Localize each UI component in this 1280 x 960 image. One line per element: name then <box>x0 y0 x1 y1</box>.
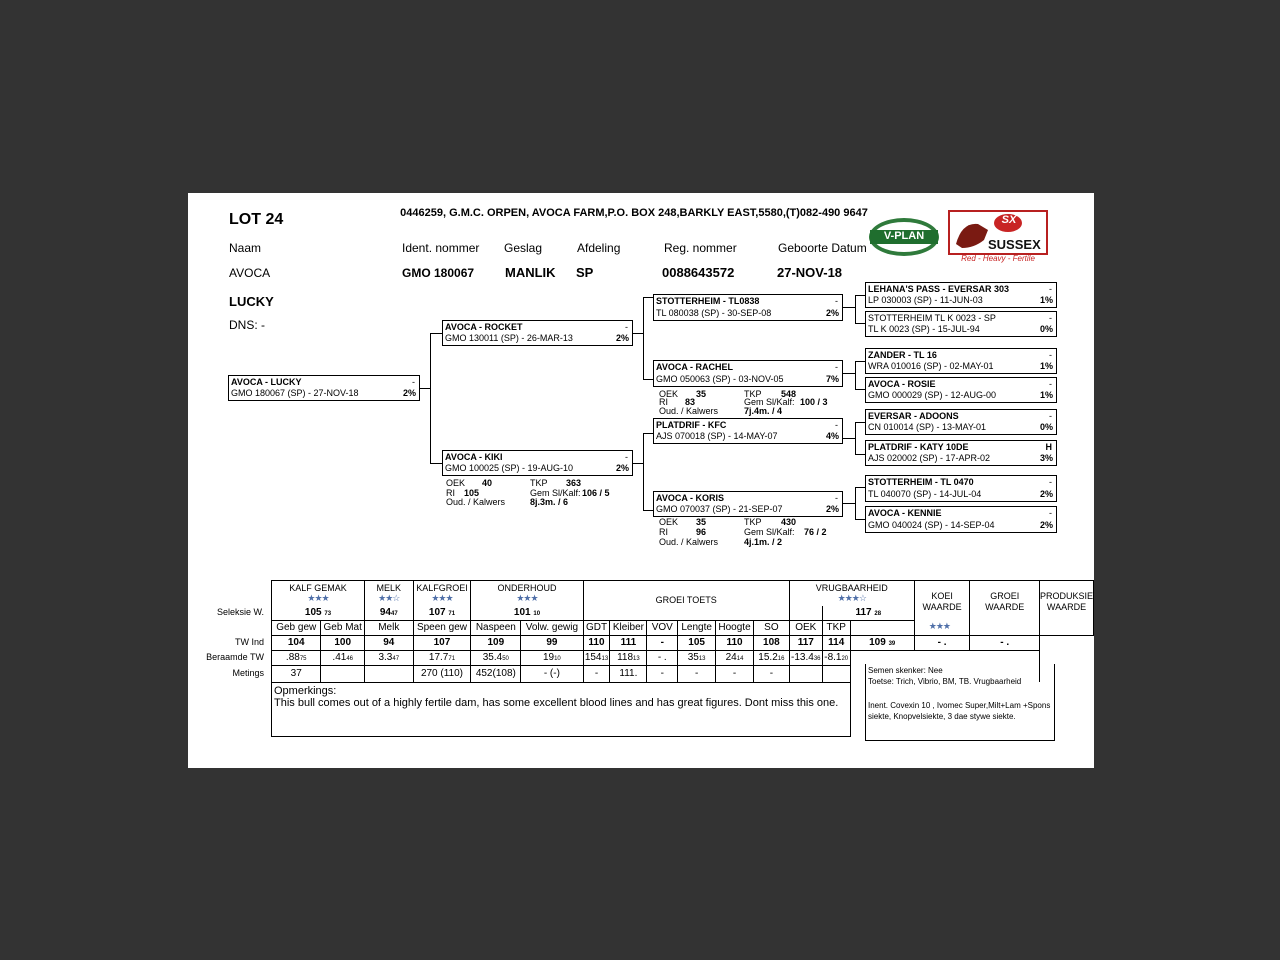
metings-value: 452(108) <box>471 665 521 682</box>
metings-value: - <box>583 665 610 682</box>
header-naam: Naam <box>229 241 262 255</box>
v-plan-text: V-PLAN <box>883 230 925 242</box>
header-ident: Ident. nommer <box>402 241 480 255</box>
pedigree-pct: 2% <box>615 333 629 343</box>
stat-label: TKP <box>744 517 762 527</box>
pedigree-name: ZANDER - TL 16 <box>868 350 937 360</box>
column-header: Hoogte <box>716 620 754 635</box>
ber-sub: 16 <box>777 656 785 662</box>
sel-value: 101 <box>513 607 531 618</box>
beraamde-value <box>789 650 822 665</box>
animal-geboorte: 27-NOV-18 <box>777 265 843 280</box>
ber-value: 15.2 <box>758 652 778 663</box>
pedigree-line: GMO 130011 (SP) - 26-MAR-13 <box>445 333 573 343</box>
pedigree-mark: - <box>1049 411 1052 421</box>
metings-value <box>789 665 822 682</box>
sel-vrug <box>822 606 914 621</box>
sussex-tagline: Red - Heavy - Fertile <box>961 254 1035 263</box>
header-reg: Reg. nommer <box>664 241 737 255</box>
ber-value: 35 <box>687 652 699 663</box>
pedigree-gg7 <box>865 475 1057 502</box>
line <box>855 295 865 296</box>
ber-sub: 47 <box>392 656 400 662</box>
group-label: KALFGROEI <box>416 582 468 593</box>
stat-value: 96 <box>696 527 707 537</box>
ber-sub: 75 <box>299 656 307 662</box>
column-header: OEK <box>789 620 822 635</box>
line <box>430 463 442 464</box>
group-groei-waarde: GROEI WAARDE <box>970 581 1040 636</box>
sel-sub: 71 <box>448 611 456 617</box>
pedigree-name: EVERSAR - ADOONS <box>868 411 959 421</box>
row-label-beraamde: Beraamde TW <box>206 652 264 662</box>
stat-label: Gem Sl/Kalf: <box>744 527 795 537</box>
sel-melk <box>365 606 414 621</box>
ber-sub: 71 <box>448 656 456 662</box>
tw-value: - <box>647 635 678 650</box>
beraamde-value <box>471 650 521 665</box>
row-label-metings: Metings <box>232 668 264 678</box>
pedigree-pct: 0% <box>1039 422 1053 432</box>
pedigree-pct: 2% <box>825 308 839 318</box>
column-header: Naspeen <box>471 620 521 635</box>
ber-sub: 36 <box>813 656 821 662</box>
line <box>855 454 865 455</box>
pedigree-mark: - <box>412 377 415 387</box>
beraamde-value <box>678 650 716 665</box>
pedigree-line: TL 080038 (SP) - 30-SEP-08 <box>656 308 772 318</box>
line <box>633 463 643 464</box>
line <box>855 361 856 389</box>
group-koei-waarde <box>914 581 970 636</box>
column-header: SO <box>753 620 789 635</box>
metings-value: - <box>716 665 754 682</box>
stat-value: 548 <box>781 389 797 399</box>
stat-value: 363 <box>566 478 582 488</box>
sel-value: 94 <box>379 607 391 618</box>
sel-value: 117 <box>855 607 872 618</box>
ber-sub: 13 <box>601 656 609 662</box>
beraamde-value <box>822 650 850 665</box>
pedigree-sire-dam <box>653 360 843 387</box>
tw-value: 111 <box>610 635 647 650</box>
ber-value: -13.4 <box>791 652 814 663</box>
line <box>843 438 855 439</box>
star-rating-icon: ★★☆ <box>378 592 400 603</box>
pedigree-pct: 1% <box>1039 295 1053 305</box>
tw-value: 114 <box>822 635 850 650</box>
column-header: TKP <box>822 620 850 635</box>
stat-value: 100 / 3 <box>800 397 828 407</box>
tw-value: 104 <box>272 635 321 650</box>
column-header: Geb gew <box>272 620 321 635</box>
pedigree-line: GMO 070037 (SP) - 21-SEP-07 <box>656 504 783 514</box>
pedigree-pct: 2% <box>1039 520 1053 530</box>
pedigree-mark: - <box>1049 284 1052 294</box>
ber-value: -8.1 <box>824 652 842 663</box>
stat-label: Oud. / Kalwers <box>446 497 506 507</box>
group-label: ONDERHOUD <box>497 582 557 593</box>
ber-sub: 14 <box>736 656 744 662</box>
stat-value: 35 <box>696 389 707 399</box>
pedigree-line: GMO 050063 (SP) - 03-NOV-05 <box>656 374 784 384</box>
lot-number: LOT 24 <box>229 211 284 228</box>
line <box>430 333 431 463</box>
beraamde-value <box>272 650 321 665</box>
pedigree-name: AVOCA - KENNIE <box>868 508 942 518</box>
pedigree-name: AVOCA - KIKI <box>445 452 503 462</box>
stat-label: RI <box>659 397 668 407</box>
group-label: KALF GEMAK <box>289 582 347 593</box>
pedigree-sire-sire <box>653 294 843 321</box>
ber-sub: 10 <box>554 656 561 662</box>
pedigree-name: STOTTERHEIM - TL 0470 <box>868 477 974 487</box>
koei-tw <box>850 635 914 650</box>
pedigree-mark: - <box>1049 508 1052 518</box>
koei-tw-sub: 39 <box>888 641 896 647</box>
pedigree-mark: H <box>1045 442 1052 452</box>
line <box>855 295 856 323</box>
pedigree-sire <box>442 320 633 346</box>
beraamde-value <box>321 650 365 665</box>
sel-value: 105 <box>304 607 322 618</box>
pedigree-mark: - <box>835 296 838 306</box>
stat-value: 105 <box>464 488 480 498</box>
semen-note: Semen skenker: Nee <box>868 666 943 675</box>
column-header: Lengte <box>678 620 716 635</box>
pedigree-pct: 4% <box>825 431 839 441</box>
pedigree-gg2 <box>865 311 1057 337</box>
metings-value <box>321 665 365 682</box>
sel-kalf <box>272 606 365 621</box>
line <box>643 433 644 510</box>
column-header: VOV <box>647 620 678 635</box>
sel-sub: 28 <box>874 611 882 617</box>
pedigree-line: TL 040070 (SP) - 14-JUL-04 <box>868 489 982 499</box>
stat-value: 430 <box>781 517 797 527</box>
column-header: Kleiber <box>610 620 647 635</box>
row-label-tw: TW Ind <box>234 637 264 647</box>
tw-value: 117 <box>789 635 822 650</box>
star-rating-icon: ★★★☆ <box>837 592 866 603</box>
sel-kalfgroei <box>413 606 471 621</box>
sussex-wordmark: SUSSEX <box>988 237 1041 252</box>
metings-value: - (-) <box>521 665 583 682</box>
ber-value: .41 <box>332 652 347 663</box>
line <box>420 388 430 389</box>
pedigree-pct: 1% <box>1039 390 1053 400</box>
stat-label: Oud. / Kalwers <box>659 406 719 416</box>
pedigree-gg3 <box>865 348 1057 374</box>
pedigree-gg4 <box>865 377 1057 403</box>
tw-value: 110 <box>716 635 754 650</box>
stat-label: Gem Sl/Kalf: <box>744 397 795 407</box>
tw-value: 107 <box>413 635 471 650</box>
header-geslag: Geslag <box>504 241 543 255</box>
pedigree-name: PLATDRIF - KATY 10DE <box>868 442 969 452</box>
animal-naam: AVOCA <box>229 266 271 280</box>
pedigree-self <box>228 375 420 401</box>
metings-value <box>822 665 850 682</box>
pedigree-name: STOTTERHEIM TL K 0023 - SP <box>868 313 996 323</box>
beraamde-value <box>365 650 414 665</box>
remarks-text: This bull comes out of a highly fertile dam, has some excellent blood lines and has great figures. Dont miss this one. <box>274 696 839 709</box>
stat-value: 7j.4m. / 4 <box>744 406 783 416</box>
beraamde-value <box>583 650 610 665</box>
pedigree-line: TL K 0023 (SP) - 15-JUL-94 <box>868 324 980 334</box>
ber-sub: 20 <box>841 656 849 662</box>
animal-naam2: LUCKY <box>229 294 274 309</box>
remarks-label: Opmerkings: <box>274 684 337 697</box>
line <box>843 373 855 374</box>
beraamde-value <box>647 650 678 665</box>
pedigree-name: LEHANA'S PASS - EVERSAR 303 <box>868 284 1010 294</box>
header-geboorte: Geboorte Datum <box>778 241 867 255</box>
group-produksie-waarde: PRODUKSIE WAARDE <box>1039 581 1093 636</box>
sussex-logo <box>948 210 1048 264</box>
line <box>633 333 643 334</box>
pedigree-line: LP 030003 (SP) - 11-JUN-03 <box>868 295 983 305</box>
groei-tw: - . <box>914 635 970 650</box>
metings-value: - <box>678 665 716 682</box>
pedigree-pct: 1% <box>1039 361 1053 371</box>
tw-value: 109 <box>471 635 521 650</box>
ber-value: 35.4 <box>482 652 503 663</box>
pedigree-line: GMO 180067 (SP) - 27-NOV-18 <box>231 388 359 398</box>
group-label: KOEI WAARDE <box>922 591 962 612</box>
v-plan-logo <box>868 217 940 257</box>
beraamde-value <box>753 650 789 665</box>
pedigree-name: AVOCA - KORIS <box>656 493 725 503</box>
header-afdeling: Afdeling <box>577 241 621 255</box>
ber-sub: 13 <box>698 656 706 662</box>
pedigree-mark: - <box>1049 350 1052 360</box>
owner-address: 0446259, G.M.C. ORPEN, AVOCA FARM,P.O. BOX 248,BARKLY EAST,5580,(T)082-490 9647 <box>400 207 868 219</box>
metings-value: 111. <box>610 665 647 682</box>
ber-value: 24 <box>725 652 737 663</box>
stat-value: 106 / 5 <box>582 488 610 498</box>
pedigree-name: AVOCA - RACHEL <box>656 362 733 372</box>
stat-label: OEK <box>659 517 679 527</box>
stat-label: OEK <box>659 389 679 399</box>
stat-value: 4j.1m. / 2 <box>744 537 783 547</box>
beraamde-value <box>413 650 471 665</box>
metings-value: 270 (110) <box>413 665 471 682</box>
metings-value: - <box>753 665 789 682</box>
line <box>643 379 653 380</box>
ber-sub: 46 <box>346 656 354 662</box>
tw-value: 99 <box>521 635 583 650</box>
sel-sub: 10 <box>533 611 541 617</box>
pedigree-gg8 <box>865 506 1057 533</box>
group-label: MELK <box>376 582 402 593</box>
sale-catalog-sheet <box>188 193 1094 768</box>
pedigree-name: AVOCA - ROSIE <box>868 379 936 389</box>
pedigree-mark: - <box>835 362 838 372</box>
ber-sub: 50 <box>502 656 509 662</box>
line <box>855 389 865 390</box>
pedigree-line: CN 010014 (SP) - 13-MAY-01 <box>868 422 987 432</box>
line <box>855 487 856 519</box>
line <box>430 333 442 334</box>
pedigree-pct: 0% <box>1039 324 1053 334</box>
stat-value: 40 <box>482 478 493 488</box>
stat-label: OEK <box>446 478 466 488</box>
pedigree-pct: 2% <box>825 504 839 514</box>
inent-note: Inent. Covexin 10 , Ivomec Super,Milt+Lam +Spons siekte, Knopvelsiekte, 3 dae stywe siekte. <box>868 701 1051 721</box>
pedigree-dam-sire <box>653 418 843 444</box>
pedigree-line: AJS 070018 (SP) - 14-MAY-07 <box>656 431 778 441</box>
stat-value: 8j.3m. / 6 <box>530 497 569 507</box>
line <box>843 307 855 308</box>
side-notes <box>865 664 1055 741</box>
pedigree-dam <box>442 450 633 476</box>
ber-value: 19 <box>542 652 555 663</box>
column-header: Geb Mat <box>321 620 365 635</box>
pedigree-mark: - <box>625 452 628 462</box>
stat-value: 35 <box>696 517 707 527</box>
remarks-cell <box>272 682 851 736</box>
pedigree-mark: - <box>835 493 838 503</box>
pedigree-pct: 3% <box>1039 453 1053 463</box>
beraamde-value <box>610 650 647 665</box>
line <box>643 510 653 511</box>
stat-label: Gem Sl/Kalf: <box>530 488 581 498</box>
tw-value: 105 <box>678 635 716 650</box>
line <box>855 487 865 488</box>
pedigree-name: AVOCA - LUCKY <box>231 377 302 387</box>
line <box>855 361 865 362</box>
pedigree-pct: 2% <box>402 388 416 398</box>
group-kalf-gemak <box>272 581 365 606</box>
star-rating-icon: ★★★ <box>431 592 453 603</box>
line <box>855 422 856 454</box>
column-header: GDT <box>583 620 610 635</box>
group-onderhoud <box>471 581 583 606</box>
line <box>643 297 653 298</box>
sel-sub: 47 <box>390 611 398 617</box>
pedigree-pct: 2% <box>1039 489 1053 499</box>
sel-onderhoud <box>471 606 583 621</box>
pedigree-gg5 <box>865 409 1057 435</box>
ber-value: 17.7 <box>428 652 449 663</box>
pedigree-pct: 2% <box>615 463 629 473</box>
pedigree-name: PLATDRIF - KFC <box>656 420 727 430</box>
beraamde-value <box>716 650 754 665</box>
animal-reg: 0088643572 <box>662 265 735 280</box>
column-header: Volw. gewig <box>521 620 583 635</box>
animal-ident: GMO 180067 <box>402 266 475 280</box>
pedigree-gg1 <box>865 282 1057 308</box>
dns: DNS: - <box>229 318 265 332</box>
stat-label: TKP <box>530 478 548 488</box>
pedigree-mark: - <box>835 420 838 430</box>
stat-label: RI <box>446 488 455 498</box>
pedigree-pct: 7% <box>825 374 839 384</box>
animal-geslag: MANLIK <box>505 265 556 280</box>
pedigree-name: STOTTERHEIM - TL0838 <box>656 296 760 306</box>
column-header: Speen gew <box>413 620 471 635</box>
stat-label: Oud. / Kalwers <box>659 537 719 547</box>
line <box>855 323 865 324</box>
pedigree-mark: - <box>1049 477 1052 487</box>
tw-value: 108 <box>753 635 789 650</box>
ber-value: - . <box>657 652 667 663</box>
star-rating-icon: ★★★ <box>928 621 950 631</box>
group-vrugbaarheid <box>789 581 914 606</box>
stat-label: RI <box>659 527 668 537</box>
stat-value: 76 / 2 <box>804 527 827 537</box>
toetse-note: Toetse: Trich, Vibrio, BM, TB. Vrugbaarheid <box>868 677 1022 686</box>
pedigree-mark: - <box>1049 313 1052 323</box>
ber-value: 118 <box>617 652 634 663</box>
pedigree-line: GMO 040024 (SP) - 14-SEP-04 <box>868 520 995 530</box>
star-rating-icon: ★★★ <box>516 592 538 603</box>
sel-value: 107 <box>428 607 446 618</box>
ber-sub: 13 <box>633 656 640 662</box>
produksie-tw: - . <box>970 635 1040 650</box>
tw-value: 110 <box>583 635 610 650</box>
row-label-seleksie: Seleksie W. <box>216 607 264 617</box>
metings-value: - <box>647 665 678 682</box>
group-melk <box>365 581 414 606</box>
line <box>643 433 653 434</box>
stat-label: TKP <box>744 389 762 399</box>
star-rating-icon: ★★★ <box>307 592 329 603</box>
animal-afdeling: SP <box>576 265 594 280</box>
pedigree-mark: - <box>1049 379 1052 389</box>
beraamde-value <box>521 650 583 665</box>
tw-value: 100 <box>321 635 365 650</box>
ber-value: 3.3 <box>378 652 393 663</box>
koei-tw-value: 109 <box>869 637 886 648</box>
sel-sub: 73 <box>324 611 332 617</box>
pedigree-dam-dam <box>653 491 843 517</box>
group-groei-toets: GROEI TOETS <box>583 581 789 621</box>
tw-value: 94 <box>365 635 414 650</box>
column-header: Melk <box>365 620 414 635</box>
pedigree-line: GMO 000029 (SP) - 12-AUG-00 <box>868 390 997 400</box>
ber-value: .88 <box>285 652 300 663</box>
group-label: VRUGBAARHEID <box>815 582 888 593</box>
metings-value: 37 <box>272 665 321 682</box>
pedigree-line: WRA 010016 (SP) - 02-MAY-01 <box>868 361 994 371</box>
pedigree-mark: - <box>625 322 628 332</box>
line <box>855 519 865 520</box>
pedigree-line: AJS 020002 (SP) - 17-APR-02 <box>868 453 991 463</box>
line <box>855 422 865 423</box>
pedigree-gg6 <box>865 440 1057 466</box>
metings-value <box>365 665 414 682</box>
stat-value: 83 <box>685 397 696 407</box>
pedigree-name: AVOCA - ROCKET <box>445 322 523 332</box>
sussex-sx: SX <box>1001 214 1017 226</box>
ber-value: 154 <box>584 652 602 663</box>
group-kalfgroei <box>413 581 471 606</box>
line <box>843 503 855 504</box>
line <box>643 297 644 379</box>
pedigree-line: GMO 100025 (SP) - 19-AUG-10 <box>445 463 574 473</box>
